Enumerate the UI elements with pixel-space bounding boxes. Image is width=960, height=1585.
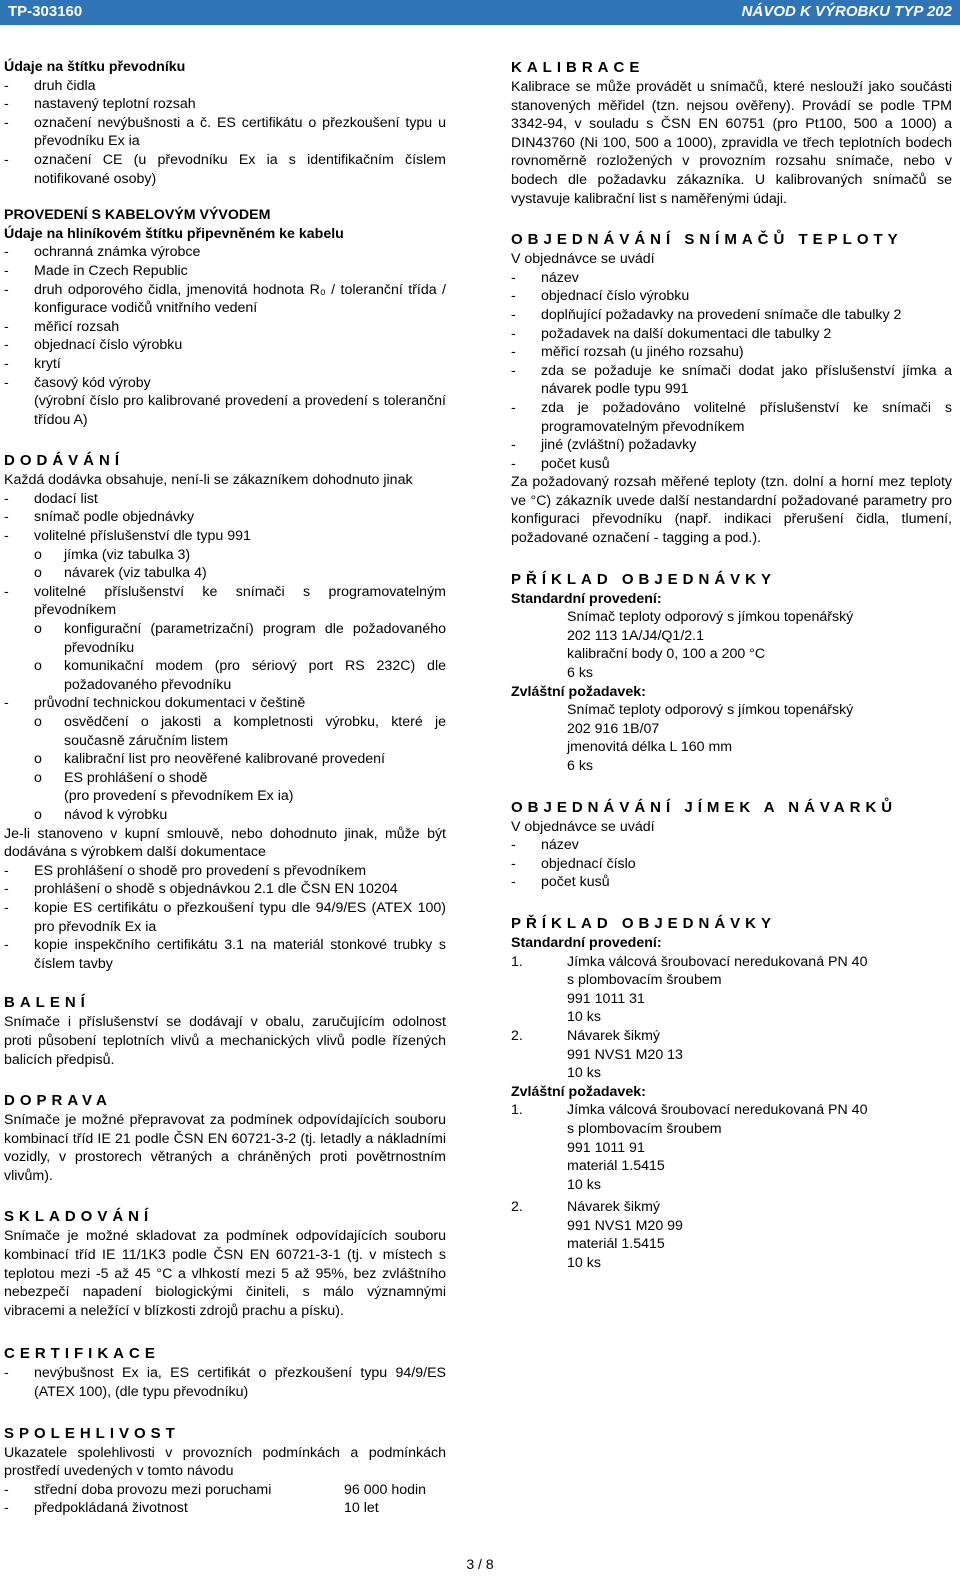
list-item: - jiné (zvláštní) požadavky xyxy=(511,437,697,454)
list-item: - snímač podle objednávky xyxy=(4,509,195,526)
sub-list-item: o osvědčení o jakosti a kompletnosti výrobku, které je současně záručním listem xyxy=(34,714,446,749)
list-item: - objednací číslo výrobku xyxy=(511,288,690,305)
page-number: 3 / 8 xyxy=(466,1556,494,1572)
section-heading: CERTIFIKACE xyxy=(4,1345,160,1363)
example-line: 202 916 1B/07 xyxy=(567,720,660,737)
delivery-intro: Každá dodávka obsahuje, není-li se zákazníkem dohodnuto jinak xyxy=(4,472,413,489)
example-line: 202 113 1A/J4/Q1/2.1 xyxy=(567,627,704,644)
list-item: - volitelné příslušenství dle typu 991 xyxy=(4,528,251,545)
page-header xyxy=(0,0,960,25)
order2-section xyxy=(511,798,952,892)
list-item-note: (výrobní číslo pro kalibrované provedení a provedení s toleranční třídou A) xyxy=(34,393,446,428)
section-heading: KALIBRACE xyxy=(511,59,645,76)
list-item: - doplňující požadavky na provedení snímače dle tabulky 2 xyxy=(511,306,902,323)
list-item: - časový kód výroby xyxy=(4,374,151,391)
section-heading: PŘÍKLAD OBJEDNÁVKY xyxy=(511,570,777,588)
section-heading: SPOLEHLIVOST xyxy=(4,1424,180,1442)
order-section xyxy=(511,230,952,548)
cable-subtitle: Údaje na hliníkovém štítku připevněném ke kabelu xyxy=(4,225,344,242)
list-item: - počet kusů xyxy=(511,874,610,891)
list-item: - označení nevýbušnosti a č. ES certifikátu o přezkoušení typu u převodníku Ex ia xyxy=(4,114,446,150)
list-item: - volitelné příslušenství ke snímači s programovatelným převodníkem xyxy=(4,583,446,619)
list-item: - název xyxy=(511,269,579,286)
list-item: - krytí xyxy=(4,355,61,372)
packing-text: Snímače i příslušenství se dodávají v obalu, zaručujícím odolnost proti působení teplotních vlivů a mechanických vlivů podle řízených balicích předpisů. xyxy=(4,1014,446,1068)
example-line: kalibrační body 0, 100 a 200 °C xyxy=(567,646,766,663)
example-line: Snímač teploty odporový s jímkou topenářský xyxy=(567,702,854,719)
example-line: Snímač teploty odporový s jímkou topenářský xyxy=(567,609,854,626)
section-heading: SKLADOVÁNÍ xyxy=(4,1208,154,1226)
label-section xyxy=(4,58,446,188)
list-item: - ochranná známka výrobce xyxy=(4,244,201,261)
example-line: 991 1011 91 xyxy=(567,1139,645,1156)
order-note: Za požadovaný rozsah měřené teploty (tzn. dolní a horní mez teploty ve °C) zákazník uvede další nestandardní požadované parametry pro konfiguraci převodníku (např. indikaci přerušení čidla, tlumení, požadované označení - tagging a pod.). xyxy=(511,474,952,547)
example-line: 10 ks xyxy=(567,1009,601,1026)
sub-list-item: o jímka (viz tabulka 3) xyxy=(34,546,191,563)
reliability-text: Ukazatele spolehlivosti v provozních podmínkách a podmínkách prostředí uvedených v tomto návodu xyxy=(4,1444,446,1480)
list-item: - kopie inspekčního certifikátu 3.1 na materiál stonkové trubky s číslem tavby xyxy=(4,937,446,972)
example-line: 991 1011 31 xyxy=(567,990,645,1007)
list-item: - kopie ES certifikátu o přezkoušení typu dle 94/9/ES (ATEX 100) pro převodník Ex ia xyxy=(4,899,446,935)
list-item: - název xyxy=(511,837,579,854)
list-item: - označení CE (u převodníku Ex ia s identifikačním číslem notifikované osoby) xyxy=(4,151,446,187)
document-title: NÁVOD K VÝROBKU TYP 202 xyxy=(741,3,952,21)
section-heading: DODÁVÁNÍ xyxy=(4,452,125,470)
example-line: materiál 1.5415 xyxy=(567,1158,665,1175)
transport-text: Snímače je možné přepravovat za podmínek odpovídajících souboru kombinací tříd IE 21 podle ČSN EN 60721-3-2 (tj. letadly a nákladními vozidly, v prostorech větraných a chráněných proti povětrnostním vlivům). xyxy=(4,1112,446,1184)
list-item: - průvodní technickou dokumentaci v češtině xyxy=(4,695,306,712)
sub-list-item: o komunikační modem (pro sériový port RS 232C) dle požadovaného převodníku xyxy=(34,658,446,693)
example-line: 6 ks xyxy=(567,758,594,774)
order-intro: V objednávce se uvádí xyxy=(511,251,655,268)
label-title: Údaje na štítku převodníku xyxy=(4,59,186,75)
cable-section xyxy=(4,206,446,429)
calibration-text: Kalibrace se může provádět u snímačů, které neslouží jako součásti stanovených měřidel (tzn. nejsou ověřeny). Provádí se podle TPM 3342-94, v souladu s ČSN EN 60751 (pro Pt100, 500 a 1000) a DIN43760 (Ni 100, 500 a 1000), zpravidla ve třech teplotních bodech rovnoměrně rozložených v provozním rozsahu snímače, nebo v bodech dle požadavku zákazníka. U kalibrovaných snímačů se vystavuje kalibrační list s naměřenými údaji. xyxy=(511,79,952,207)
right-column xyxy=(511,58,952,1295)
list-item: - měřicí rozsah xyxy=(4,318,120,335)
list-item: - objednací číslo výrobku xyxy=(4,337,183,354)
packing-section xyxy=(4,993,446,1069)
storage-text: Snímače je možné skladovat za podmínek odpovídajících souboru kombinací tříd IE 11/1K3 podle ČSN EN 60721-3-1 (tj. v místech s teplotou mezi -5 až 45 °C a vlhkostí mezi 5 až 95%, bez zvláštního nebezpečí napadení biologickými činiteli, s málo významnými vibracemi a neležící v blízkosti zdrojů prachu a písku). xyxy=(4,1228,446,1319)
document-code: TP-303160 xyxy=(8,3,83,21)
left-column xyxy=(4,58,446,1540)
example-line: 10 ks xyxy=(567,1065,601,1082)
numbered-item: 1. Jímka válcová šroubovací neredukovaná PN 40 xyxy=(511,1102,868,1119)
section-heading: PŘÍKLAD OBJEDNÁVKY xyxy=(511,914,777,932)
numbered-item: 2. Návarek šikmý xyxy=(511,1199,661,1216)
special-label: Zvláštní požadavek: xyxy=(511,683,646,700)
section-heading: OBJEDNÁVÁNÍ JÍMEK A NÁVARKŮ xyxy=(511,798,898,816)
list-item: - střední doba provozu mezi poruchami 96 000 hodin xyxy=(4,1481,427,1498)
sub-list-item: o návarek (viz tabulka 4) xyxy=(34,565,207,582)
numbered-item: 1. Jímka válcová šroubovací neredukovaná PN 40 xyxy=(511,953,868,970)
calibration-section xyxy=(511,58,952,208)
list-item: - druh čidla xyxy=(4,77,96,94)
list-item: - objednací číslo xyxy=(511,855,636,872)
example-line: s plombovacím šroubem xyxy=(567,1120,722,1137)
example-line: 6 ks xyxy=(567,665,594,682)
sub-list-item: o ES prohlášení o shodě xyxy=(34,769,208,786)
list-item: - ES prohlášení o shodě pro provedení s převodníkem xyxy=(4,862,367,879)
list-item: - požadavek na další dokumentaci dle tabulky 2 xyxy=(511,325,832,342)
example2-section xyxy=(511,914,952,1273)
sub-list-item: o kalibrační list pro neověřené kalibrované provedení xyxy=(34,751,385,768)
list-item: - Made in Czech Republic xyxy=(4,262,188,279)
sub-list-item: o konfigurační (parametrizační) program dle požadovaného převodníku xyxy=(34,621,446,656)
list-item: - počet kusů xyxy=(511,455,610,472)
reliability-section xyxy=(4,1424,446,1518)
delivery-extra: Je-li stanoveno v kupní smlouvě, nebo dohodnuto jinak, může být dodávána s výrobkem další dokumentace xyxy=(4,825,446,861)
example1-section xyxy=(511,570,952,776)
certification-section xyxy=(4,1344,446,1401)
example-line: 991 NVS1 M20 13 xyxy=(567,1046,683,1063)
standard-label: Standardní provedení: xyxy=(511,934,662,951)
standard-label: Standardní provedení: xyxy=(511,590,662,607)
order2-intro: V objednávce se uvádí xyxy=(511,818,655,835)
sub-list-item: o návod k výrobku xyxy=(34,806,168,823)
example-line: 10 ks xyxy=(567,1176,601,1193)
transport-section xyxy=(4,1091,446,1185)
example-line: 991 NVS1 M20 99 xyxy=(567,1217,683,1234)
section-heading: OBJEDNÁVÁNÍ SNÍMAČŮ TEPLOTY xyxy=(511,231,903,249)
list-item: - prohlášení o shodě s objednávkou 2.1 dle ČSN EN 10204 xyxy=(4,881,398,898)
list-item: - zda se požaduje ke snímači dodat jako příslušenství jímka a návarek podle typu 991 xyxy=(511,362,952,398)
example-line: jmenovitá délka L 160 mm xyxy=(567,739,733,756)
list-item: - nevýbušnost Ex ia, ES certifikát o přezkoušení typu 94/9/ES (ATEX 100), (dle typu převodníku) xyxy=(4,1365,446,1401)
list-item: - druh odporového čidla, jmenovitá hodnota R₀ / toleranční třída / konfigurace vodičů vnitřního vedení xyxy=(4,281,446,317)
list-item: - zda je požadováno volitelné příslušenství ke snímači s programovatelným převodníkem xyxy=(511,399,952,435)
list-item: - nastavený teplotní rozsah xyxy=(4,96,196,113)
sub-list-item-note: (pro provedení s převodníkem Ex ia) xyxy=(64,788,294,805)
example-line: s plombovacím šroubem xyxy=(567,972,722,989)
example-line: materiál 1.5415 xyxy=(567,1236,665,1253)
example-line: 10 ks xyxy=(567,1255,601,1272)
list-item: - předpokládaná životnost 10 let xyxy=(4,1500,379,1517)
special-label: Zvláštní požadavek: xyxy=(511,1083,646,1100)
cable-title: PROVEDENÍ S KABELOVÝM VÝVODEM xyxy=(4,207,271,224)
delivery-section xyxy=(4,451,446,973)
list-item: - měřicí rozsah (u jiného rozsahu) xyxy=(511,344,744,361)
section-heading: BALENÍ xyxy=(4,994,90,1012)
list-item: - dodací list xyxy=(4,490,98,507)
numbered-item: 2. Návarek šikmý xyxy=(511,1027,661,1044)
storage-section xyxy=(4,1207,446,1320)
section-heading: DOPRAVA xyxy=(4,1092,112,1110)
